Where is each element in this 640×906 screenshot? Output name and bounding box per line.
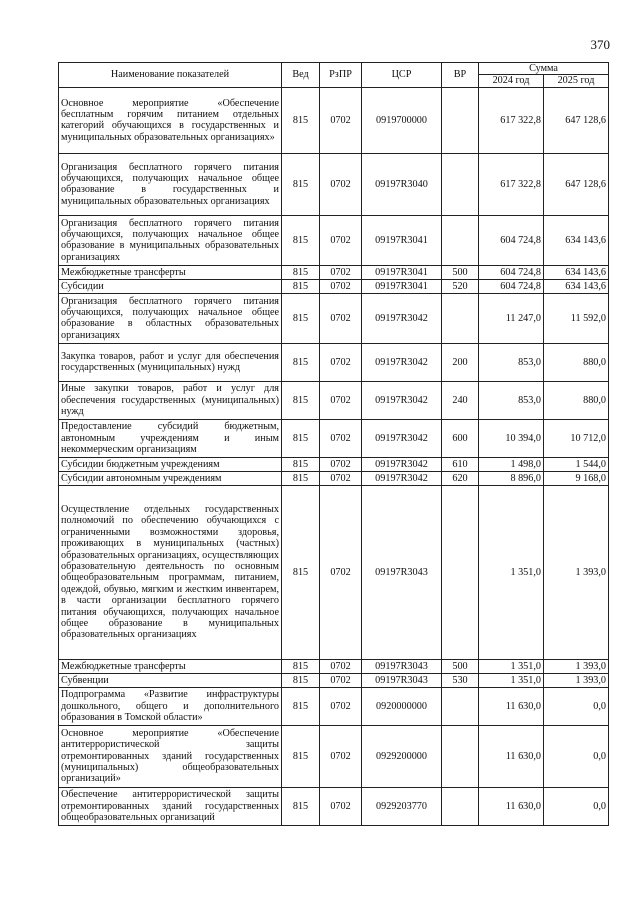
cell-sum-2024: 1 498,0 (479, 457, 544, 471)
cell-ved: 815 (282, 787, 320, 825)
cell-sum-2025: 647 128,6 (544, 87, 609, 153)
table-row (59, 265, 609, 279)
cell-csr: 09197R3042 (362, 343, 442, 381)
cell-name: Организация бесплатного горячего питания обучающихся, получающих начальное общее образование в областных образовательных организациях (59, 293, 282, 343)
cell-sum-2025: 880,0 (544, 381, 609, 419)
cell-rzpr: 0702 (320, 87, 362, 153)
cell-sum-2025: 634 143,6 (544, 215, 609, 265)
table-header (59, 63, 609, 88)
cell-rzpr: 0702 (320, 471, 362, 485)
cell-sum-2025: 634 143,6 (544, 279, 609, 293)
cell-sum-2024: 11 630,0 (479, 787, 544, 825)
header-sum: Сумма (479, 63, 609, 75)
cell-sum-2025: 10 712,0 (544, 419, 609, 457)
cell-sum-2024: 1 351,0 (479, 673, 544, 687)
cell-name: Субсидии бюджетным учреждениям (59, 457, 282, 471)
table-body (59, 87, 609, 825)
table-row (59, 471, 609, 485)
cell-csr: 0929200000 (362, 725, 442, 787)
cell-vr (442, 153, 479, 215)
cell-sum-2025: 0,0 (544, 787, 609, 825)
cell-vr (442, 215, 479, 265)
cell-csr: 09197R3043 (362, 673, 442, 687)
cell-rzpr: 0702 (320, 659, 362, 673)
cell-vr: 610 (442, 457, 479, 471)
cell-vr (442, 787, 479, 825)
cell-sum-2025: 0,0 (544, 725, 609, 787)
table-row (59, 659, 609, 673)
cell-name: Субсидии (59, 279, 282, 293)
cell-ved: 815 (282, 153, 320, 215)
cell-name: Иные закупки товаров, работ и услуг для обеспечения государственных (муниципальных) нужд (59, 381, 282, 419)
cell-csr: 0919700000 (362, 87, 442, 153)
cell-vr (442, 725, 479, 787)
cell-sum-2024: 11 247,0 (479, 293, 544, 343)
cell-csr: 09197R3041 (362, 279, 442, 293)
cell-sum-2024: 617 322,8 (479, 153, 544, 215)
page-number: 370 (590, 37, 610, 52)
header-name: Наименование показателей (59, 63, 282, 88)
cell-name: Основное мероприятие «Обеспечение антитеррористической защиты отремонтированных зданий государственных (муниципальных) общеобразовательных организаций» (59, 725, 282, 787)
cell-vr: 620 (442, 471, 479, 485)
cell-ved: 815 (282, 687, 320, 725)
cell-ved: 815 (282, 381, 320, 419)
table-row (59, 215, 609, 265)
cell-csr: 09197R3042 (362, 293, 442, 343)
table-row (59, 787, 609, 825)
cell-vr: 200 (442, 343, 479, 381)
cell-rzpr: 0702 (320, 279, 362, 293)
cell-sum-2024: 10 394,0 (479, 419, 544, 457)
cell-csr: 09197R3042 (362, 381, 442, 419)
cell-name: Обеспечение антитеррористической защиты отремонтированных зданий государственных общеобразовательных организаций (59, 787, 282, 825)
table-row (59, 673, 609, 687)
cell-ved: 815 (282, 725, 320, 787)
cell-vr: 520 (442, 279, 479, 293)
header-ved: Вед (282, 63, 320, 88)
cell-name: Осуществление отдельных государственных полномочий по обеспечению обучающихся с ограниченными возможностями здоровья, проживающих в муниципальных (частных) образовательных организациях, осуществляющих образовательную деятельность по основным общеобразовательным программам, питанием, одеждой, обувью, мягким и жестким инвентарем, в части организации бесплатного горячего питания обучающихся, получающих начальное общее образование в муниципальных образовательных организациях (59, 485, 282, 659)
cell-sum-2024: 1 351,0 (479, 659, 544, 673)
cell-sum-2025: 1 393,0 (544, 485, 609, 659)
table-row (59, 419, 609, 457)
cell-ved: 815 (282, 279, 320, 293)
cell-vr (442, 485, 479, 659)
cell-ved: 815 (282, 343, 320, 381)
cell-vr (442, 87, 479, 153)
cell-sum-2025: 11 592,0 (544, 293, 609, 343)
cell-sum-2025: 634 143,6 (544, 265, 609, 279)
header-year-2025: 2025 год (544, 75, 609, 87)
cell-sum-2024: 11 630,0 (479, 687, 544, 725)
cell-vr: 500 (442, 265, 479, 279)
cell-sum-2025: 1 393,0 (544, 659, 609, 673)
cell-name: Межбюджетные трансферты (59, 265, 282, 279)
cell-csr: 09197R3041 (362, 215, 442, 265)
cell-name: Подпрограмма «Развитие инфраструктуры дошкольного, общего и дополнительного образования в Томской области» (59, 687, 282, 725)
cell-csr: 09197R3042 (362, 457, 442, 471)
header-vr: ВР (442, 63, 479, 88)
cell-sum-2025: 1 393,0 (544, 673, 609, 687)
cell-csr: 09197R3043 (362, 485, 442, 659)
cell-name: Организация бесплатного горячего питания обучающихся, получающих начальное общее образование в муниципальных образовательных организациях (59, 215, 282, 265)
cell-rzpr: 0702 (320, 485, 362, 659)
cell-vr (442, 687, 479, 725)
cell-ved: 815 (282, 485, 320, 659)
cell-csr: 09197R3041 (362, 265, 442, 279)
cell-vr: 530 (442, 673, 479, 687)
cell-rzpr: 0702 (320, 725, 362, 787)
cell-sum-2024: 604 724,8 (479, 215, 544, 265)
cell-sum-2024: 1 351,0 (479, 485, 544, 659)
cell-csr: 09197R3042 (362, 471, 442, 485)
cell-name: Субвенции (59, 673, 282, 687)
cell-name: Предоставление субсидий бюджетным, автономным учреждениям и иным некоммерческим организациям (59, 419, 282, 457)
cell-csr: 0920000000 (362, 687, 442, 725)
cell-sum-2025: 647 128,6 (544, 153, 609, 215)
header-year-2024: 2024 год (479, 75, 544, 87)
cell-rzpr: 0702 (320, 787, 362, 825)
cell-rzpr: 0702 (320, 153, 362, 215)
table-row (59, 293, 609, 343)
cell-ved: 815 (282, 457, 320, 471)
cell-sum-2024: 604 724,8 (479, 265, 544, 279)
cell-rzpr: 0702 (320, 215, 362, 265)
cell-sum-2024: 604 724,8 (479, 279, 544, 293)
table-row (59, 279, 609, 293)
cell-rzpr: 0702 (320, 265, 362, 279)
cell-csr: 0929203770 (362, 787, 442, 825)
cell-csr: 09197R3042 (362, 419, 442, 457)
cell-vr: 600 (442, 419, 479, 457)
budget-table (58, 62, 609, 826)
cell-name: Организация бесплатного горячего питания обучающихся, получающих начальное общее образование в государственных и муниципальных образовательных организациях (59, 153, 282, 215)
cell-vr: 500 (442, 659, 479, 673)
cell-sum-2024: 853,0 (479, 343, 544, 381)
cell-sum-2025: 1 544,0 (544, 457, 609, 471)
cell-rzpr: 0702 (320, 381, 362, 419)
cell-ved: 815 (282, 215, 320, 265)
header-csr: ЦСР (362, 63, 442, 88)
cell-sum-2024: 11 630,0 (479, 725, 544, 787)
cell-rzpr: 0702 (320, 419, 362, 457)
cell-ved: 815 (282, 471, 320, 485)
cell-ved: 815 (282, 265, 320, 279)
table-row (59, 153, 609, 215)
cell-name: Закупка товаров, работ и услуг для обеспечения государственных (муниципальных) нужд (59, 343, 282, 381)
table-row (59, 457, 609, 471)
cell-sum-2025: 0,0 (544, 687, 609, 725)
cell-rzpr: 0702 (320, 457, 362, 471)
cell-name: Субсидии автономным учреждениям (59, 471, 282, 485)
table-row (59, 485, 609, 659)
cell-sum-2024: 8 896,0 (479, 471, 544, 485)
cell-sum-2025: 880,0 (544, 343, 609, 381)
cell-sum-2024: 617 322,8 (479, 87, 544, 153)
cell-name: Межбюджетные трансферты (59, 659, 282, 673)
cell-rzpr: 0702 (320, 293, 362, 343)
cell-ved: 815 (282, 659, 320, 673)
cell-rzpr: 0702 (320, 673, 362, 687)
cell-csr: 09197R3040 (362, 153, 442, 215)
table-row (59, 381, 609, 419)
cell-rzpr: 0702 (320, 343, 362, 381)
cell-vr: 240 (442, 381, 479, 419)
table-row (59, 87, 609, 153)
cell-ved: 815 (282, 419, 320, 457)
cell-name: Основное мероприятие «Обеспечение бесплатным горячим питанием отдельных категорий обучающихся в государственных и муниципальных образовательных организациях» (59, 87, 282, 153)
cell-ved: 815 (282, 87, 320, 153)
cell-ved: 815 (282, 673, 320, 687)
table-row (59, 343, 609, 381)
cell-sum-2025: 9 168,0 (544, 471, 609, 485)
header-rzpr: РзПР (320, 63, 362, 88)
cell-vr (442, 293, 479, 343)
cell-rzpr: 0702 (320, 687, 362, 725)
table-row (59, 687, 609, 725)
table-row (59, 725, 609, 787)
cell-sum-2024: 853,0 (479, 381, 544, 419)
cell-csr: 09197R3043 (362, 659, 442, 673)
cell-ved: 815 (282, 293, 320, 343)
